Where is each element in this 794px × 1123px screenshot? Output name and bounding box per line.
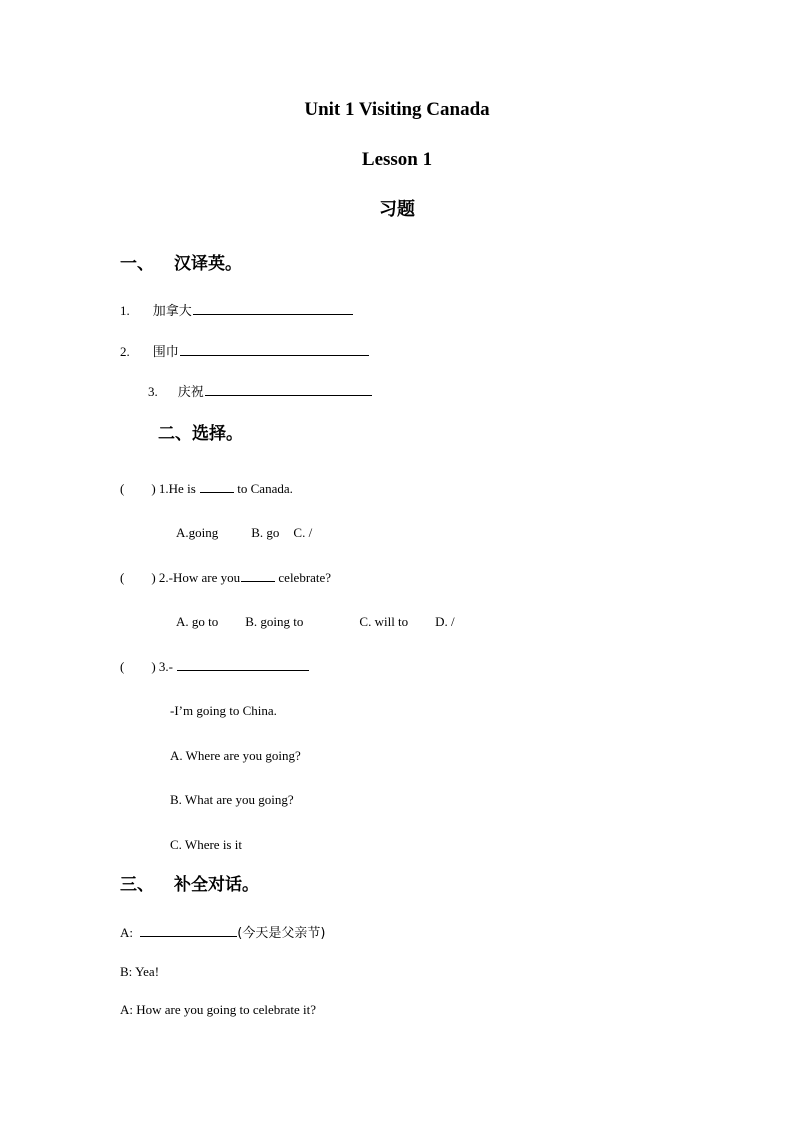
item-text: 庆祝 [177, 385, 204, 400]
section3-heading-text: 补全对话。 [174, 875, 259, 895]
answer-blank[interactable] [177, 669, 309, 671]
section1-item-3 [148, 384, 372, 400]
option: B. going to [245, 614, 304, 629]
question-3-option-c: C. Where is it [170, 837, 242, 852]
option: A.going [176, 525, 219, 540]
option: D. / [435, 614, 455, 629]
dialogue-text: Yea! [135, 964, 160, 979]
item-text: 加拿大 [152, 304, 192, 319]
answer-blank[interactable] [180, 354, 369, 356]
section1-item-1 [120, 303, 353, 319]
speaker: A: [120, 925, 133, 940]
section1-heading-num: 一、 [120, 254, 154, 274]
section1-heading-text: 汉译英。 [174, 254, 242, 274]
question-text: ) 2.-How are you [151, 570, 241, 585]
dialogue-text: How are you going to celebrate it? [136, 1002, 317, 1017]
question-text-after: to Canada. [237, 481, 293, 496]
speaker: B: [120, 964, 133, 979]
item-number: 1. [120, 303, 130, 318]
question-text: ) 1.He is [151, 481, 196, 496]
section1-item-2 [120, 344, 369, 360]
section2-heading: 二、选择。 [158, 424, 243, 444]
option: C. will to [359, 614, 409, 629]
question-text: ) 3.- [151, 659, 174, 674]
section3-heading [120, 877, 259, 894]
exercise-subtitle: 习题 [379, 199, 415, 220]
question-2 [120, 571, 331, 584]
page-title: Unit 1 Visiting Canada [304, 99, 490, 120]
section1-heading [120, 256, 242, 273]
question-text-after: celebrate? [278, 570, 332, 585]
question-3-option-b: B. What are you going? [170, 792, 294, 807]
section3-heading-num: 三、 [120, 875, 154, 895]
lesson-title: Lesson 1 [361, 149, 433, 170]
question-1 [120, 482, 293, 495]
dialogue-hint: (今天是父亲节) [237, 926, 326, 941]
answer-paren-open: ( [120, 659, 125, 674]
answer-blank[interactable] [241, 580, 275, 582]
answer-paren-open: ( [120, 481, 125, 496]
answer-paren-open: ( [120, 570, 125, 585]
answer-blank[interactable] [193, 313, 353, 315]
item-number: 2. [120, 344, 130, 359]
speaker: A: [120, 1002, 133, 1017]
question-1-options [176, 526, 312, 539]
dialogue-line-1 [120, 926, 325, 940]
answer-blank[interactable] [200, 491, 234, 493]
question-2-options [176, 615, 455, 628]
option: C. / [293, 525, 313, 540]
dialogue-line-2 [120, 965, 159, 978]
item-number: 3. [148, 384, 158, 399]
answer-blank[interactable] [205, 394, 372, 396]
question-3 [120, 660, 309, 673]
option: B. go [251, 525, 280, 540]
option: A. go to [176, 614, 219, 629]
answer-blank[interactable] [140, 935, 237, 937]
question-3-option-a: A. Where are you going? [170, 748, 301, 763]
item-text: 围巾 [152, 345, 179, 360]
dialogue-line-3 [120, 1003, 316, 1016]
question-3-response: -I’m going to China. [170, 703, 277, 718]
